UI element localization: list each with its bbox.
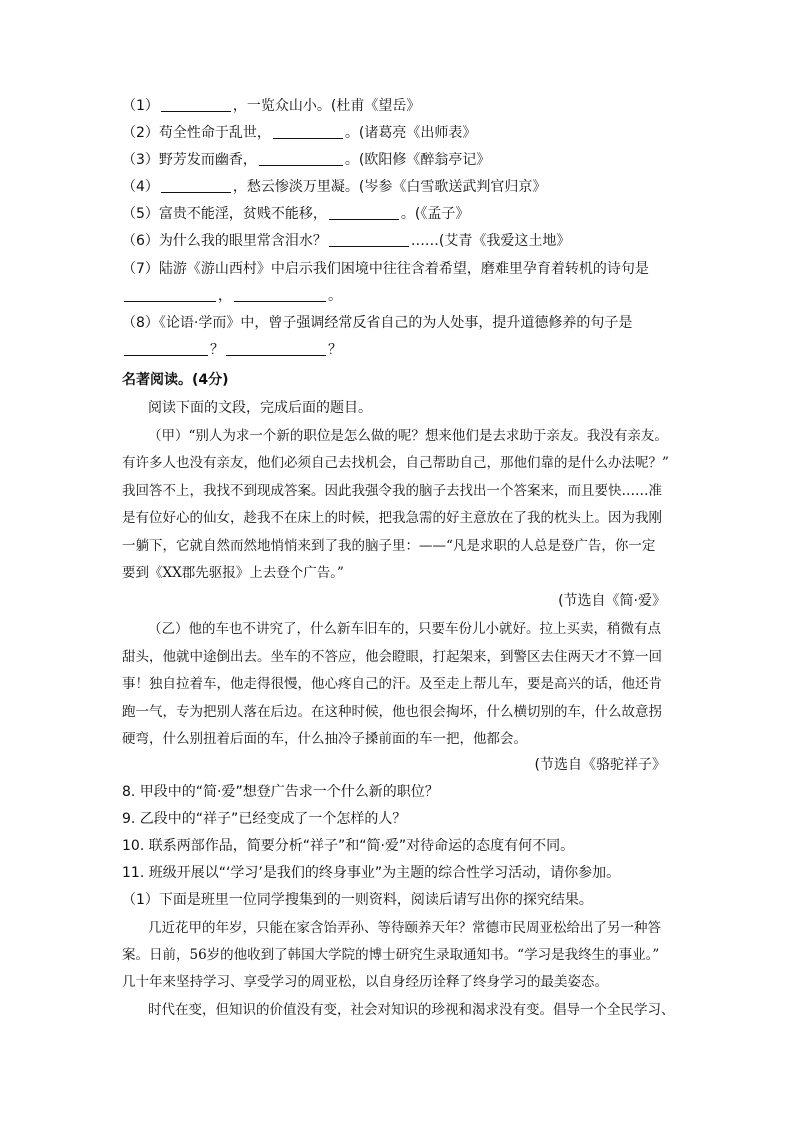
punctuation: ， (218, 288, 232, 304)
question-number: （5） (122, 206, 159, 222)
question-text: （8）《论语·学而》中，曾子强调经常反省自己的为人处事，提升道德修养的句子是 (122, 315, 633, 331)
answer-blank[interactable] (124, 341, 208, 356)
answer-blank[interactable] (234, 287, 326, 302)
poetry-q4 (122, 177, 546, 197)
question-9: 9. 乙段中的“祥子”已经变成了一个怎样的人？ (122, 811, 407, 827)
question-text: 。(欧阳修《醉翁亭记》 (344, 152, 491, 168)
poetry-q6 (122, 231, 570, 251)
question-text: 苟全性命于乱世， (158, 125, 271, 141)
question-number: （6） (122, 233, 159, 249)
punctuation: 。 (328, 288, 342, 304)
passage-a-line: 是有位好心的仙女，趁我不在床上的时候，把我急需的好主意放在了我的枕头上。因为我刚 (122, 510, 662, 526)
material-line: 几十年来坚持学习、享受学习的周亚松，以自身经历诠释了终身学习的最美姿态。 (122, 974, 608, 990)
question-10: 10. 联系两部作品，简要分析“祥子”和“简·爱”对待命运的态度有何不同。 (122, 838, 575, 854)
material-line: 几近花甲的年岁，只能在家含饴弄孙、等待颐养天年？常德市民周亚松给出了另一种答 (148, 920, 661, 936)
passage-b-line: 事！独自拉着车，他走得很慢，他心疼自己的汗。及至走上帮儿车，要是高兴的话，他还肯 (122, 676, 662, 692)
poetry-q7 (122, 259, 649, 279)
question-text: ……(艾青《我爱这土地》 (410, 233, 571, 249)
answer-blank[interactable] (226, 341, 326, 356)
poetry-q8-answer (122, 340, 342, 360)
question-number: （3） (122, 152, 159, 168)
punctuation: ？ (210, 342, 224, 358)
passage-a-line: 我回答不上，我找不到现成答案。因此我强令我的脑子去找出一个答案来，而且要快……准 (122, 483, 662, 499)
question-text: （7）陆游《游山西村》中启示我们困境中往往含着希望，磨难里孕育着转机的诗句是 (122, 261, 649, 277)
poetry-q3 (122, 150, 490, 170)
poetry-q2 (122, 123, 476, 143)
passage-a-line: 要到《XX郡先驱报》上去登个广告。” (122, 565, 344, 581)
punctuation: ？ (328, 342, 342, 358)
poetry-q1 (122, 96, 420, 116)
question-text: ，一览众山小。(杜甫《望岳》 (232, 98, 421, 114)
question-text: 富贵不能淫，贫贱不能移， (158, 206, 327, 222)
poetry-q7-answer (122, 286, 342, 306)
question-text: 为什么我的眼里常含泪水？ (158, 233, 327, 249)
passage-a-line: （甲）“别人为求一个新的职位是怎么做的呢？想来他们是去求助于亲友。我没有亲友。 (148, 428, 668, 444)
material-line: 时代在变，但知识的价值没有变，社会对知识的珍视和渴求没有变。倡导一个全民学习、 (148, 1002, 675, 1018)
answer-blank[interactable] (329, 232, 409, 247)
question-number: （1） (122, 98, 159, 114)
question-text: ，愁云惨淡万里凝。(岑参《白雪歌送武判官归京》 (232, 179, 547, 195)
source-citation-a: (节选自《简·爱》 (558, 593, 666, 609)
passage-b-line: 硬弯，什么别扭着后面的车，什么抽冷子搡前面的车一把，他都会。 (122, 731, 527, 747)
question-text: 野芳发而幽香， (158, 152, 257, 168)
passage-b-line: 跑一气，专为把别人落在后边。在这种时候，他也很会掏坏，什么横切别的车，什么故意拐 (122, 704, 662, 720)
question-text: 。(诸葛亮《出师表》 (344, 125, 477, 141)
answer-blank[interactable] (329, 205, 399, 220)
source-citation-b: (节选自《骆驼祥子》 (534, 757, 666, 773)
question-text: 。(《孟子》 (400, 206, 470, 222)
question-number: （4） (122, 179, 159, 195)
passage-a-line: 一躺下，它就自然而然地悄悄来到了我的脑子里：——“凡是求职的人总是登广告，你一定 (122, 538, 656, 554)
instructions: 阅读下面的文段，完成后面的题目。 (148, 400, 372, 416)
answer-blank[interactable] (273, 124, 343, 139)
answer-blank[interactable] (124, 287, 216, 302)
question-8: 8. 甲段中的“简·爱”想登广告求一个什么新的职位？ (122, 784, 439, 800)
passage-b-line: （乙）他的车也不讲究了，什么新车旧车的，只要车份儿小就好。拉上买卖，稍微有点 (148, 621, 661, 637)
passage-b-line: 甜头，他就中途倒出去。坐车的不答应，他会瞪眼，打起架来，到警区去住两天才不算一回 (122, 649, 662, 665)
question-11-sub1: （1）下面是班里一位同学搜集到的一则资料，阅读后请写出你的探究结果。 (122, 892, 593, 908)
passage-a-line: 有许多人也没有亲友，他们必须自己去找机会，自己帮助自己，那他们靠的是什么办法呢？” (122, 455, 669, 471)
poetry-q5 (122, 204, 469, 224)
question-11: 11. 班级开展以“‘学习’是我们的终身事业”为主题的综合性学习活动，请你参加。 (122, 865, 621, 881)
material-line: 案。日前，56岁的他收到了韩国大学院的博士研究生录取通知书。“学习是我终生的事业。” (122, 947, 660, 963)
section-title: 名著阅读。(4分) (122, 372, 229, 388)
answer-blank[interactable] (161, 178, 231, 193)
question-number: （2） (122, 125, 159, 141)
answer-blank[interactable] (161, 97, 231, 112)
poetry-q8 (122, 313, 632, 333)
answer-blank[interactable] (259, 151, 343, 166)
